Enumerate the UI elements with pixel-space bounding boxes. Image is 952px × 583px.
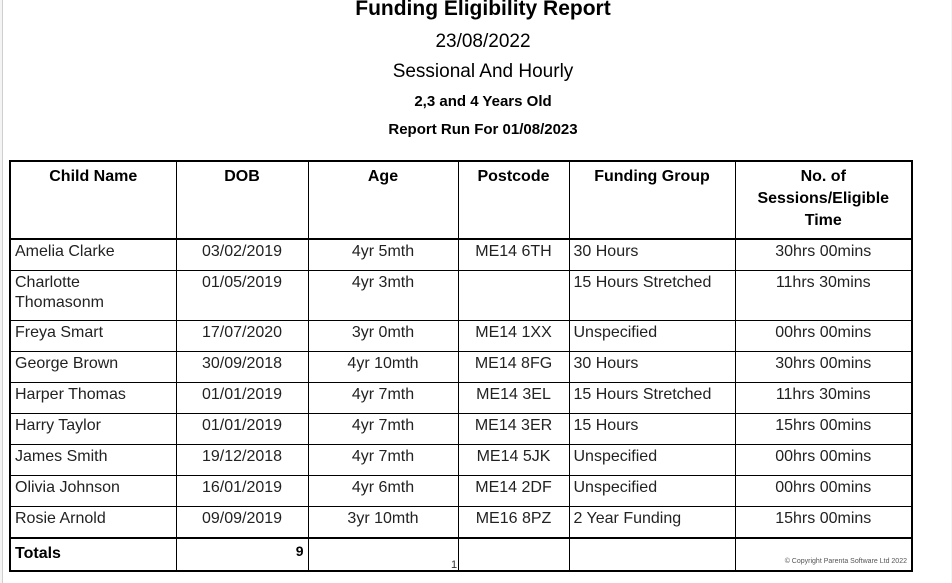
cell-dob: 01/01/2019	[176, 414, 308, 445]
header-age: Age	[308, 161, 458, 239]
cell-child-name: Olivia Johnson	[10, 476, 176, 507]
cell-age: 4yr 5mth	[308, 239, 458, 271]
cell-funding-group: 15 Hours Stretched	[569, 271, 735, 321]
cell-child-name: Rosie Arnold	[10, 507, 176, 539]
cell-age: 4yr 7mth	[308, 414, 458, 445]
table-row	[10, 445, 912, 476]
cell-age: 4yr 10mth	[308, 352, 458, 383]
table-row	[10, 239, 912, 271]
table-row	[10, 271, 912, 321]
cell-child-name: Harry Taylor	[10, 414, 176, 445]
cell-postcode: ME14 2DF	[458, 476, 569, 507]
cell-funding-group: 2 Year Funding	[569, 507, 735, 539]
cell-postcode: ME14 3EL	[458, 383, 569, 414]
cell-child-name: Amelia Clarke	[10, 239, 176, 271]
table-row	[10, 507, 912, 539]
table-header-row	[10, 161, 912, 239]
header-dob: DOB	[176, 161, 308, 239]
cell-funding-group: 15 Hours Stretched	[569, 383, 735, 414]
table-row	[10, 321, 912, 352]
cell-funding-group: Unspecified	[569, 321, 735, 352]
cell-age: 4yr 7mth	[308, 383, 458, 414]
cell-age: 3yr 10mth	[308, 507, 458, 539]
session-type: Sessional And Hourly	[392, 61, 574, 82]
cell-dob: 16/01/2019	[176, 476, 308, 507]
run-for-date: Report Run For 01/08/2023	[388, 121, 578, 138]
cell-sessions: 00hrs 00mins	[735, 321, 912, 352]
header-sessions	[735, 161, 912, 239]
cell-dob: 01/01/2019	[176, 383, 308, 414]
cell-sessions: 15hrs 00mins	[735, 414, 912, 445]
cell-dob: 17/07/2020	[176, 321, 308, 352]
report-date: 23/08/2022	[435, 31, 531, 52]
cell-child-name: George Brown	[10, 352, 176, 383]
cell-sessions: 00hrs 00mins	[735, 445, 912, 476]
cell-sessions: 11hrs 30mins	[735, 383, 912, 414]
totals-empty-cell	[569, 538, 735, 571]
age-groups: 2,3 and 4 Years Old	[414, 93, 552, 110]
totals-label: Totals	[10, 538, 176, 571]
cell-dob: 03/02/2019	[176, 239, 308, 271]
cell-sessions: 15hrs 00mins	[735, 507, 912, 539]
table-row	[10, 352, 912, 383]
cell-postcode: ME14 3ER	[458, 414, 569, 445]
cell-child-name: Charlotte Thomasonm	[10, 271, 176, 321]
cell-funding-group: 30 Hours	[569, 352, 735, 383]
cell-sessions: 11hrs 30mins	[735, 271, 912, 321]
header-sessions-line3: Time	[804, 212, 842, 229]
cell-sessions: 30hrs 00mins	[735, 239, 912, 271]
cell-funding-group: Unspecified	[569, 445, 735, 476]
cell-dob: 19/12/2018	[176, 445, 308, 476]
cell-funding-group: Unspecified	[569, 476, 735, 507]
copyright-notice: © Copyright Parenta Software Ltd 2022	[784, 558, 907, 565]
report-page	[2, 0, 951, 583]
cell-age: 4yr 3mth	[308, 271, 458, 321]
cell-postcode	[458, 271, 569, 321]
header-child-name: Child Name	[10, 161, 176, 239]
cell-dob: 01/05/2019	[176, 271, 308, 321]
cell-postcode: ME14 5JK	[458, 445, 569, 476]
report-title: Funding Eligibility Report	[355, 0, 611, 20]
table-row	[10, 476, 912, 507]
cell-age: 4yr 6mth	[308, 476, 458, 507]
cell-sessions: 30hrs 00mins	[735, 352, 912, 383]
cell-funding-group: 15 Hours	[569, 414, 735, 445]
table-row	[10, 383, 912, 414]
cell-child-name: James Smith	[10, 445, 176, 476]
header-sessions-line1: No. of	[800, 168, 846, 185]
cell-postcode: ME14 8FG	[458, 352, 569, 383]
cell-funding-group: 30 Hours	[569, 239, 735, 271]
table-row	[10, 414, 912, 445]
page-number: 1	[451, 559, 458, 571]
totals-count: 9	[176, 538, 308, 571]
cell-postcode: ME14 6TH	[458, 239, 569, 271]
cell-age: 3yr 0mth	[308, 321, 458, 352]
header-funding-group: Funding Group	[569, 161, 735, 239]
header-postcode: Postcode	[458, 161, 569, 239]
funding-table	[9, 160, 913, 572]
totals-empty-cell	[458, 538, 569, 571]
cell-dob: 09/09/2019	[176, 507, 308, 539]
header-sessions-line2: Sessions/Eligible	[757, 190, 890, 207]
cell-age: 4yr 7mth	[308, 445, 458, 476]
totals-row	[10, 538, 912, 571]
cell-child-name: Freya Smart	[10, 321, 176, 352]
cell-sessions: 00hrs 00mins	[735, 476, 912, 507]
cell-postcode: ME16 8PZ	[458, 507, 569, 539]
cell-postcode: ME14 1XX	[458, 321, 569, 352]
cell-dob: 30/09/2018	[176, 352, 308, 383]
cell-child-name: Harper Thomas	[10, 383, 176, 414]
totals-empty-cell	[735, 538, 912, 571]
totals-empty-cell	[308, 538, 458, 571]
